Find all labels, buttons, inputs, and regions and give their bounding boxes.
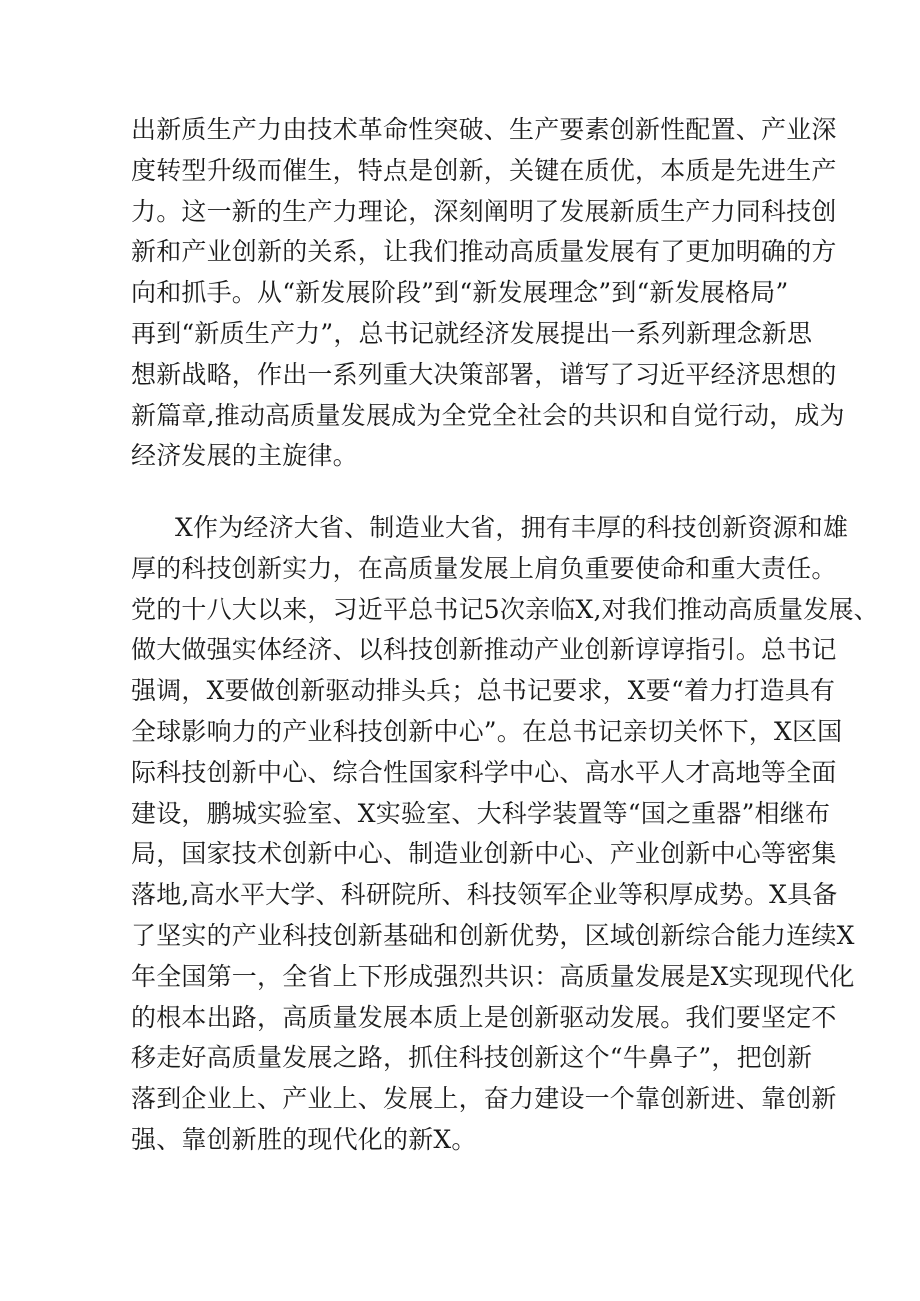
text-line: 全球影响力的产业科技创新中心”。在总书记亲切关怀下，X区国 [131,716,843,746]
paragraph-1 [131,110,845,477]
text-line: 力。这一新的生产力理论，深刻阐明了发展新质生产力同科技创 [131,196,837,226]
text-line: 想新战略，作出一系列重大决策部署，谱写了习近平经济思想的 [131,359,837,389]
text-line: 强、靠创新胜的现代化的新X。 [131,1124,477,1154]
text-line: 做大做强实体经济、以科技创新推动产业创新谆谆指引。总书记 [131,635,837,665]
text-line: 新和产业创新的关系，让我们推动高质量发展有了更加明确的方 [131,237,837,267]
text-line: 落地,高水平大学、科研院所、科技领军企业等积厚成势。X具备 [131,880,838,910]
paragraph-2 [131,508,879,1161]
text-line: 落到企业上、产业上、发展上，奋力建设一个靠创新进、靠创新 [131,1084,837,1114]
text-line: 移走好高质量发展之路，抓住科技创新这个“牛鼻子”，把创新 [131,1043,813,1073]
text-line: 出新质生产力由技术革命性突破、生产要素创新性配置、产业深 [131,115,837,144]
text-line: 强调，X要做创新驱动排头兵；总书记要求，X要“着力打造具有 [131,676,836,706]
text-line: X作为经济大省、制造业大省，拥有丰厚的科技创新资源和雄 [175,513,849,542]
text-line: 党的十八大以来，习近平总书记5次亲临X,对我们推动高质量发展、 [131,594,879,624]
text-line: 的根本出路，高质量发展本质上是创新驱动发展。我们要坚定不 [131,1002,837,1032]
text-line: 新篇章,推动高质量发展成为全党全社会的共识和自觉行动，成为 [131,400,845,430]
text-line: 了坚实的产业科技创新基础和创新优势，区域创新综合能力连续X [131,920,855,950]
text-line: 度转型升级而催生，特点是创新，关键在质优，本质是先进生产 [131,155,837,185]
text-line: 经济发展的主旋律。 [131,441,358,471]
text-line: 建设，鹏城实验室、X实验室、大科学装置等“国之重器”相继布 [131,798,831,828]
text-line: 局，国家技术创新中心、制造业创新中心、产业创新中心等密集 [131,839,837,869]
text-line: 向和抓手。从“新发展阶段”到“新发展理念”到“新发展格局” [131,278,789,308]
text-line: 再到“新质生产力”，总书记就经济发展提出一系列新理念新思 [131,318,813,348]
text-line: 际科技创新中心、综合性国家科学中心、高水平人才高地等全面 [131,757,837,787]
text-line: 年全国第一，全省上下形成强烈共识：高质量发展是X实现现代化 [131,961,855,991]
text-line: 厚的科技创新实力，在高质量发展上肩负重要使命和重大责任。 [131,553,837,583]
